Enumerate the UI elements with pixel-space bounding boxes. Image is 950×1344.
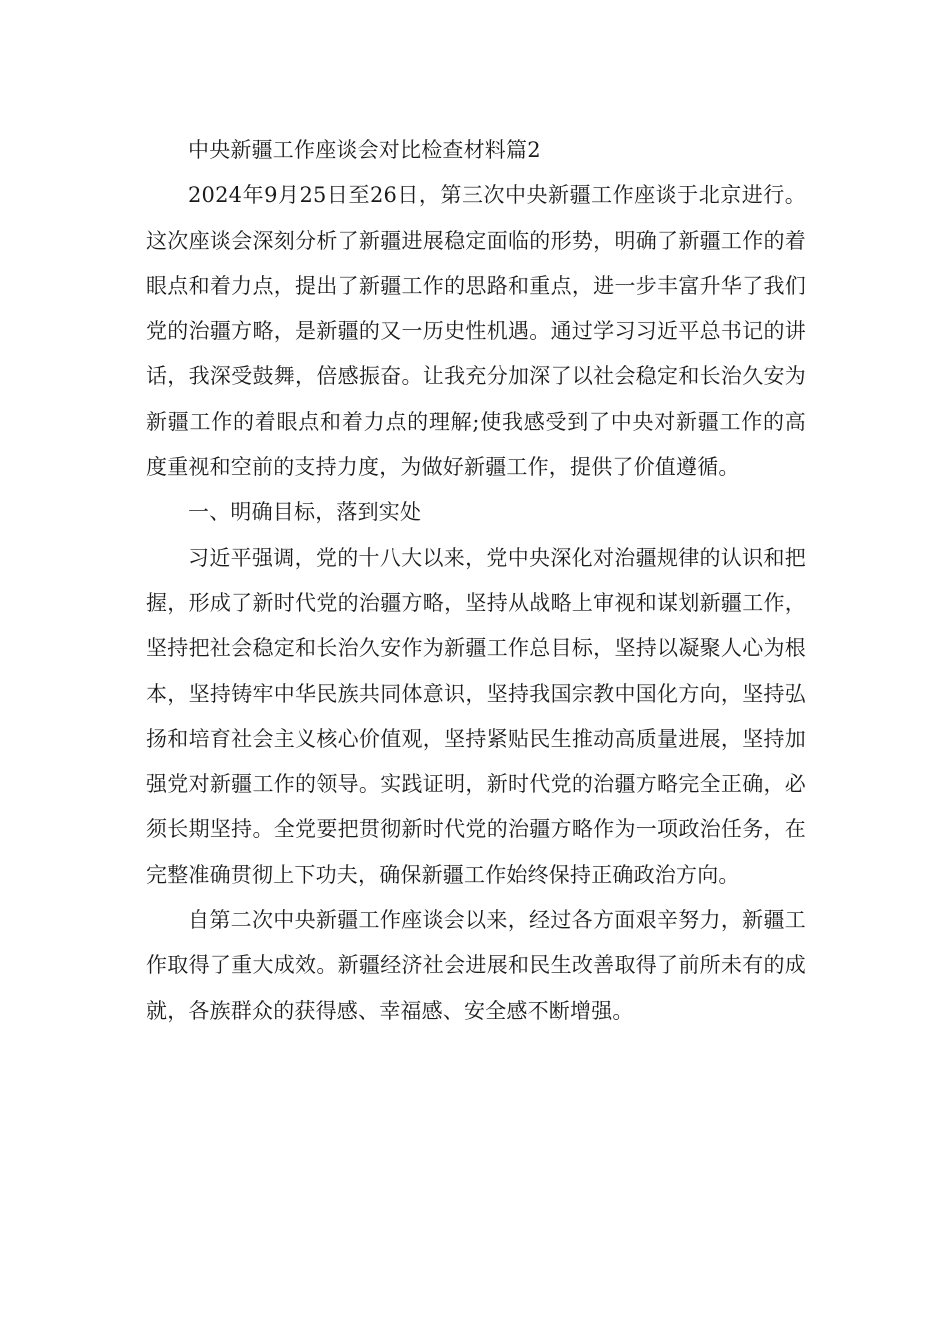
document-title: 中央新疆工作座谈会对比检查材料篇2	[188, 138, 541, 162]
section-heading-1: 一、明确目标，落到实处	[188, 500, 422, 525]
paragraph-intro: 2024年9月25日至26日，第三次中央新疆工作座谈于北京进行。这次座谈会深刻分析了新疆进展稳定面临的形势，明确了新疆工作的着眼点和着力点，提出了新疆工作的思路和重点，进一步丰富升华了我们党的治疆方略，是新疆的又一历史性机遇。通过学习习近平总书记的讲话，我深受鼓舞，倍感振奋。让我充分加深了以社会稳定和长治久安为新疆工作的着眼点和着力点的理解;使我感受到了中央对新疆工作的高度重视和空前的支持力度，为做好新疆工作，提供了价值遵循。	[146, 183, 806, 480]
document-page	[146, 128, 806, 1034]
paragraph-achievements: 自第二次中央新疆工作座谈会以来，经过各方面艰辛努力，新疆工作取得了重大成效。新疆经济社会进展和民生改善取得了前所未有的成就，各族群众的获得感、幸福感、安全感不断增强。	[146, 908, 806, 1023]
paragraph-section-1: 习近平强调，党的十八大以来，党中央深化对治疆规律的认识和把握，形成了新时代党的治疆方略，坚持从战略上审视和谋划新疆工作，坚持把社会稳定和长治久安作为新疆工作总目标，坚持以凝聚人心为根本，坚持铸牢中华民族共同体意识，坚持我国宗教中国化方向，坚持弘扬和培育社会主义核心价值观，坚持紧贴民生推动高质量进展，坚持加强党对新疆工作的领导。实践证明，新时代党的治疆方略完全正确，必须长期坚持。全党要把贯彻新时代党的治疆方略作为一项政治任务，在完整准确贯彻上下功夫，确保新疆工作始终保持正确政治方向。	[146, 545, 806, 887]
